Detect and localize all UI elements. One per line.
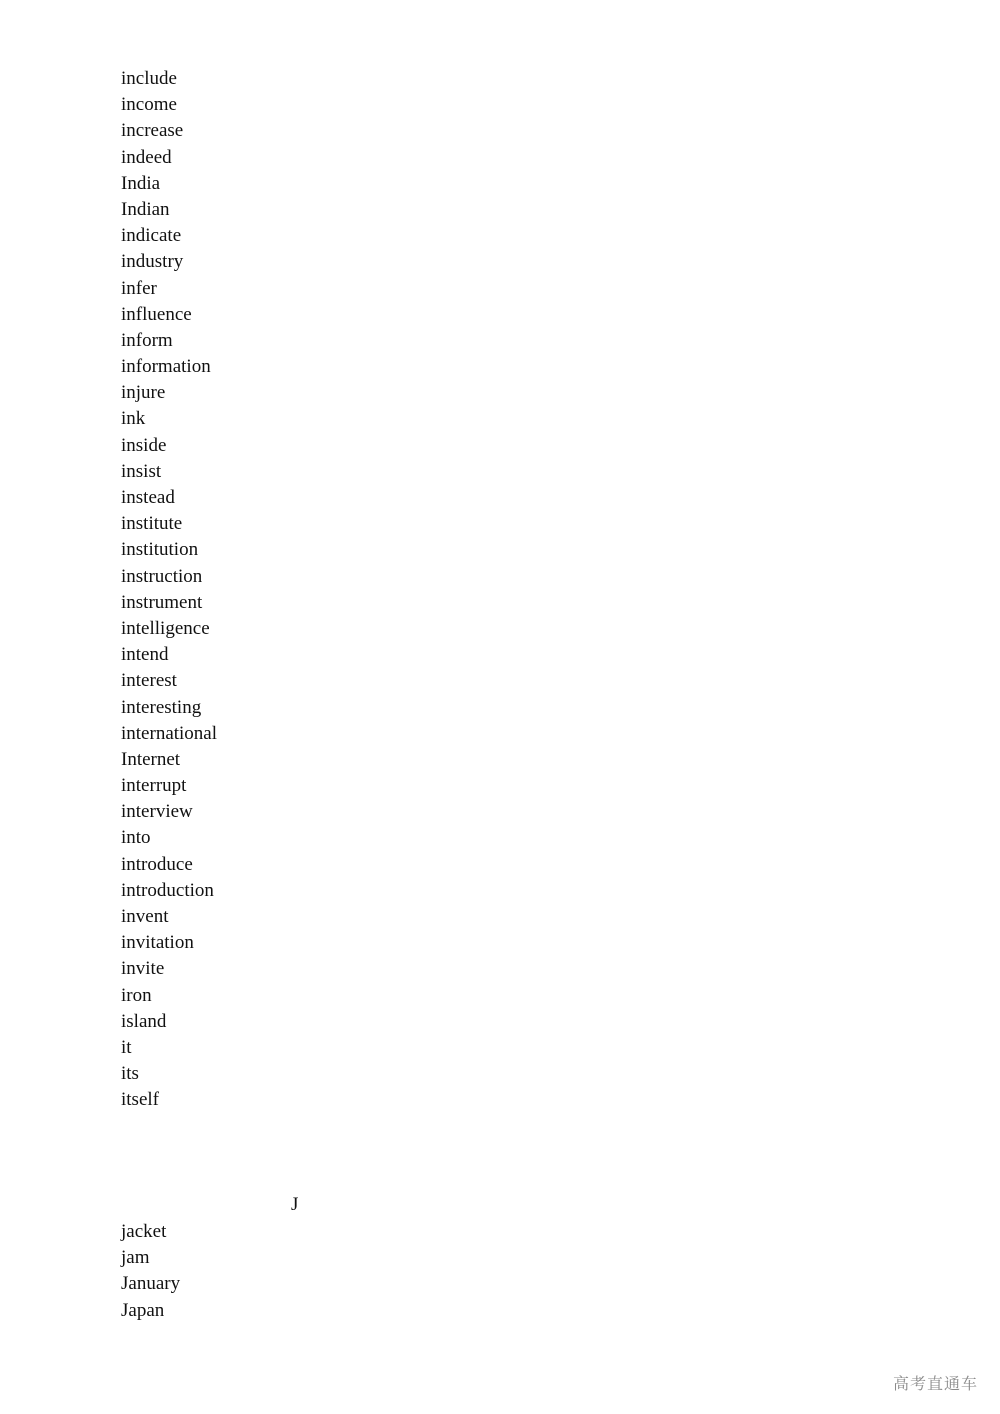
list-item: invitation bbox=[121, 932, 194, 954]
list-item: income bbox=[121, 94, 177, 116]
list-item: invent bbox=[121, 906, 169, 927]
list-item: interview bbox=[121, 801, 193, 823]
list-item: interesting bbox=[121, 696, 202, 718]
list-item: infer bbox=[121, 277, 157, 299]
list-item: ink bbox=[121, 408, 146, 430]
list-item: interrupt bbox=[121, 775, 187, 797]
list-item: Indian bbox=[121, 198, 170, 220]
section-heading-j: J bbox=[291, 1194, 299, 1215]
list-item: intelligence bbox=[121, 617, 210, 639]
list-item: international bbox=[121, 722, 218, 744]
list-item: inform bbox=[121, 329, 173, 351]
list-item: information bbox=[121, 356, 211, 378]
list-item: injure bbox=[121, 382, 166, 404]
word-list-j bbox=[121, 1219, 180, 1324]
list-item: into bbox=[121, 827, 151, 849]
list-item: inside bbox=[121, 434, 167, 456]
list-item: instrument bbox=[121, 591, 203, 613]
watermark-text: 高考直通车 bbox=[892, 1374, 978, 1393]
list-item: its bbox=[121, 1063, 139, 1085]
list-item: institute bbox=[121, 513, 183, 535]
list-item: jam bbox=[121, 1247, 150, 1269]
list-item: increase bbox=[121, 120, 184, 142]
list-item: it bbox=[121, 1036, 132, 1058]
list-item: itself bbox=[121, 1089, 159, 1111]
list-item: intend bbox=[121, 644, 169, 666]
list-item: island bbox=[121, 1010, 167, 1032]
list-item: introduction bbox=[121, 879, 214, 901]
list-item: instruction bbox=[121, 565, 203, 587]
list-item: instead bbox=[121, 487, 175, 508]
list-item: institution bbox=[121, 539, 199, 561]
list-item: iron bbox=[121, 984, 152, 1006]
list-item: Japan bbox=[121, 1299, 165, 1321]
list-item: interest bbox=[121, 670, 177, 692]
word-list-i bbox=[121, 66, 217, 1114]
list-item: jacket bbox=[121, 1221, 167, 1242]
list-item: indicate bbox=[121, 225, 182, 247]
list-item: include bbox=[121, 68, 177, 89]
list-item: indeed bbox=[121, 146, 172, 168]
list-item: insist bbox=[121, 460, 162, 482]
list-item: India bbox=[121, 172, 161, 194]
list-item: January bbox=[121, 1273, 181, 1295]
list-item: Internet bbox=[121, 748, 181, 770]
list-item: invite bbox=[121, 958, 165, 980]
list-item: introduce bbox=[121, 853, 193, 875]
list-item: influence bbox=[121, 303, 192, 325]
list-item: industry bbox=[121, 251, 184, 273]
